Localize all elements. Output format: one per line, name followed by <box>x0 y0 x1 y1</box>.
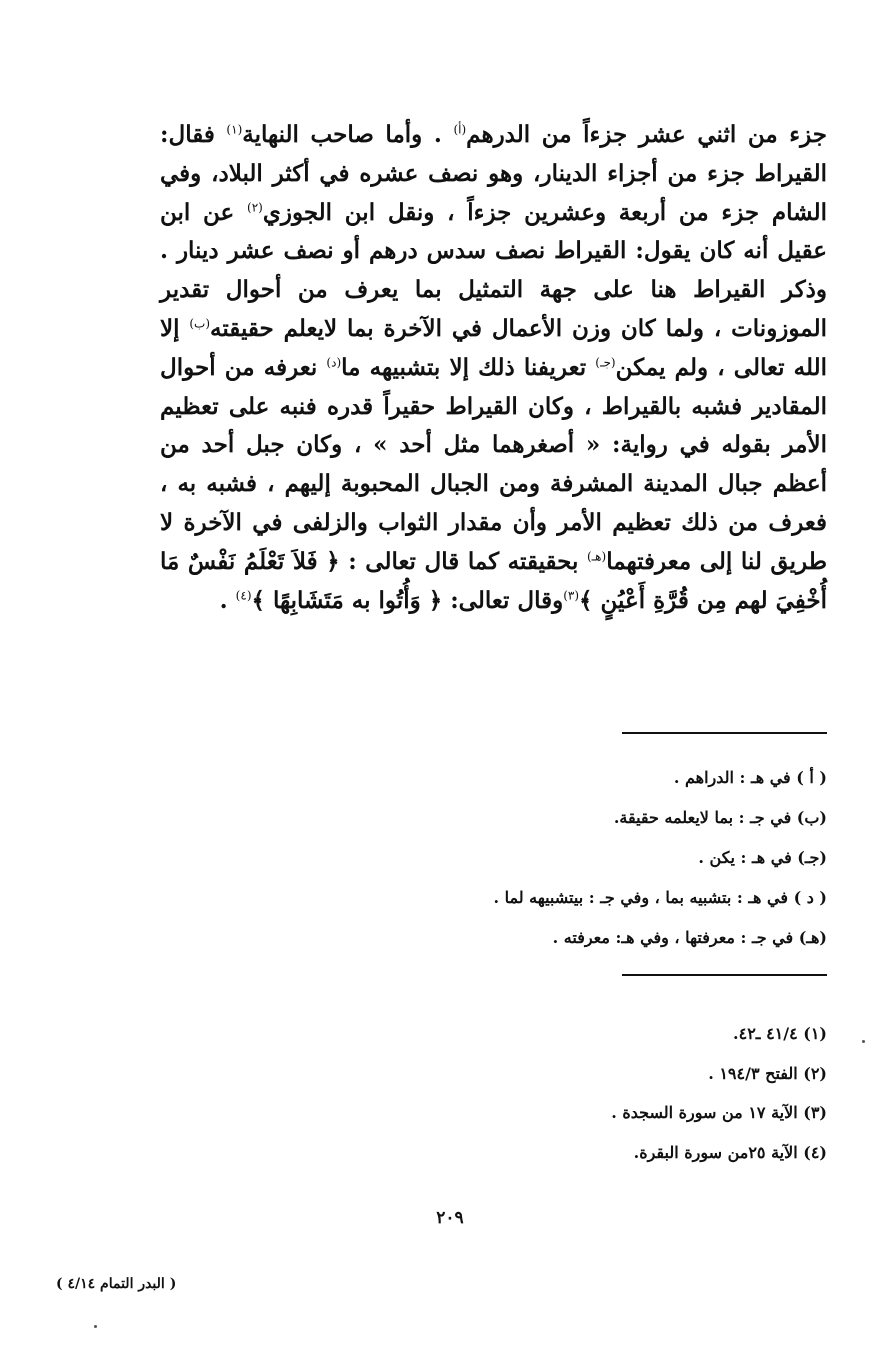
footnote-marker: (هـ) <box>586 549 607 564</box>
main-paragraph <box>160 116 827 620</box>
variant-note: (هـ) في جـ : معرفتها ، وفي هـ: معرفته . <box>552 928 827 947</box>
footnote-marker: (٢) <box>247 199 263 214</box>
footnote-marker: (٣) <box>563 587 580 602</box>
page-number: ٢٠٩ <box>436 1208 464 1228</box>
footnote-marker: (أ) <box>453 122 467 137</box>
footnote-marker: (٤) <box>235 587 252 602</box>
reference-note: (٣) الآية ١٧ من سورة السجدة . <box>611 1103 827 1122</box>
text-run: نعرفه من أحوال المقادير فشبه بالقيراط ، وكان القيراط حقيراً قدره فنبه على تعظيم الأمر بقوله في رواية: « أصغرهما مثل أحد » ، وكان جبل أحد من أعظم جبال المدينة المشرفة ومن الجبال المحبوبة إليهم ، فشبه به ، فعرف من ذلك تعظيم الأمر وأن مقدار الثواب والزلفى في الآخرة لا طريق لنا إلى معرفتهما <box>160 353 827 575</box>
footnote-marker: (١) <box>226 122 243 137</box>
reference-note: (١) ٤١/٤ ـ٤٢. <box>733 1024 827 1043</box>
text-run: . <box>219 586 236 614</box>
text-run: فقال: القيراط جزء من أجزاء الدينار، وهو نصف عشره في أكثر البلاد، وفي الشام جزء من أربعة وعشرين جزءاً ، ونقل ابن الجوزي <box>160 121 827 226</box>
reference-notes <box>160 1014 827 1172</box>
text-run: تعريفنا ذلك إلا بتشبيهه ما <box>341 353 596 381</box>
scan-speck <box>94 1325 97 1328</box>
variant-note: ( د ) في هـ : بتشبيه بما ، وفي جـ : بيتشبيهه لما . <box>493 888 827 907</box>
footnote-marker: (جـ) <box>595 355 616 370</box>
scan-speck <box>862 1040 865 1043</box>
text-run: جزء من اثني عشر جزءاً من الدرهم <box>466 121 827 148</box>
book-signature: ( البدر التمام ٤/١٤ ) <box>56 1276 177 1292</box>
variant-note: (ب) في جـ : بما لايعلمه حقيقة. <box>613 808 827 827</box>
variant-notes <box>160 758 827 958</box>
footnote-marker: (ب) <box>189 316 211 331</box>
variant-note: ( أ ) في هـ : الدراهم . <box>673 768 827 787</box>
footnote-divider <box>622 974 827 976</box>
reference-note: (٤) الآية ٢٥من سورة البقرة. <box>633 1142 827 1162</box>
reference-note: (٢) الفتح ١٩٤/٣ . <box>708 1063 827 1083</box>
footnote-divider <box>622 732 827 734</box>
text-run: بحقيقته كما قال تعالى : ﴿ فَلاَ تَعْلَمُ نَفْسٌ مَا أُخْفِيَ لهم مِن قُرَّةِ أَعْيُنٍ ﴾ <box>160 547 827 614</box>
footnote-marker: (د) <box>326 355 342 370</box>
text-run: وقال تعالى: ﴿ وَأُتُوا به مَتَشَابِهًا ﴾ <box>251 586 564 614</box>
text-run: عن ابن عقيل أنه كان يقول: القيراط نصف سدس درهم أو نصف عشر دينار . وذكر القيراط هنا على جهة التمثيل بما يعرف من أحوال تقدير الموزونات ، ولما كان وزن الأعمال في الآخرة بما لايعلم حقيقته <box>160 198 827 342</box>
text-run: إلا الله تعالى ، ولم يمكن <box>160 314 827 381</box>
text-run: . وأما صاحب النهاية <box>242 121 454 148</box>
variant-note: (جـ) في هـ : يكن . <box>698 848 827 867</box>
